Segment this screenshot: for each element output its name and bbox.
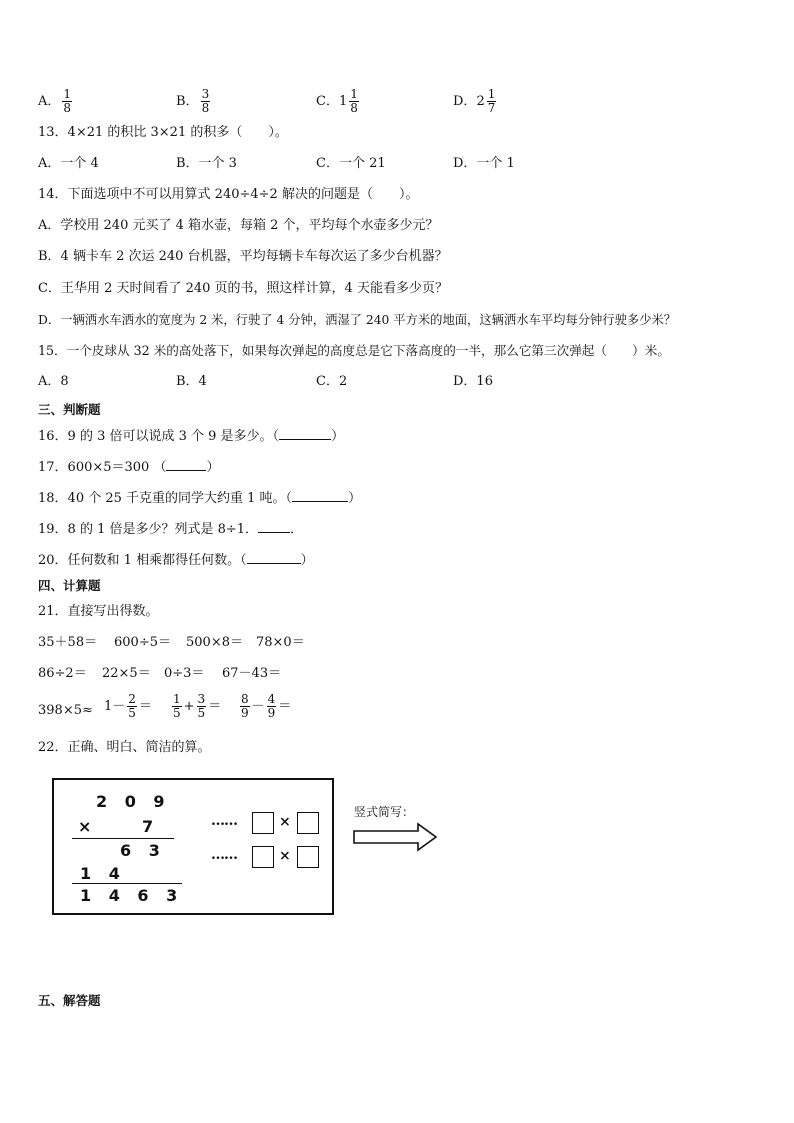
vertical-multiplication-box bbox=[52, 778, 334, 915]
answer-box[interactable] bbox=[252, 846, 274, 868]
dots: …… bbox=[211, 813, 237, 829]
q15-option-b: B．4 bbox=[176, 374, 207, 389]
answer-blank[interactable] bbox=[258, 520, 290, 533]
q12-option-a: A． $\frac{1}{8}$ bbox=[38, 87, 72, 115]
calc-item-fraction: $\frac{8}{9}$ － $\frac{4}{9}$ ＝ bbox=[241, 692, 292, 720]
q12-option-b: B． $\frac{3}{8}$ bbox=[176, 87, 210, 115]
q14-stem: 14．下面选项中不可以用算式 240÷4÷2 解决的问题是（ ）。 bbox=[38, 187, 419, 202]
q17: 17．600×5＝300 （ ） bbox=[38, 460, 220, 475]
q22-stem: 22．正确、明白、简洁的算。 bbox=[38, 740, 211, 755]
divider-line bbox=[72, 838, 174, 839]
answer-blank[interactable] bbox=[247, 551, 301, 564]
answer-blank[interactable] bbox=[279, 427, 331, 440]
section-title-answers: 五、解答题 bbox=[38, 993, 101, 1008]
q15-option-c: C．2 bbox=[316, 374, 348, 389]
fraction: $\frac{1}{7}$ bbox=[487, 87, 496, 115]
fraction: $\frac{3}{8}$ bbox=[201, 87, 210, 115]
q13-option-d: D．一个 1 bbox=[453, 156, 515, 171]
q13-option-b: B．一个 3 bbox=[176, 156, 237, 171]
section-title-judgement: 三、判断题 bbox=[38, 402, 101, 417]
calc-item: 500×8＝ bbox=[186, 635, 243, 650]
partial-product-2: 1 4 bbox=[80, 864, 126, 883]
q16: 16．9 的 3 倍可以说成 3 个 9 是多少。（ ） bbox=[38, 429, 345, 444]
calc-item: 22×5＝ bbox=[102, 666, 151, 681]
q14-option-c: C．王华用 2 天时间看了 240 页的书，照这样计算，4 天能看多少页？ bbox=[38, 281, 448, 296]
right-arrow-icon bbox=[352, 822, 440, 852]
times-sign: × bbox=[78, 817, 98, 836]
q12-option-d: D．2 $\frac{1}{7}$ bbox=[453, 87, 496, 115]
calc-item: 0÷3＝ bbox=[164, 666, 205, 681]
q14-option-d: D．一辆洒水车洒水的宽度为 2 米，行驶了 4 分钟，洒湿了 240 平方米的地面，这辆洒水车平均每分钟行驶多少米？ bbox=[38, 313, 677, 327]
calc-item: 67－43＝ bbox=[222, 666, 282, 681]
q14-option-a: A．学校用 240 元买了 4 箱水壶，每箱 2 个，平均每个水壶多少元？ bbox=[38, 218, 439, 233]
q13-option-c: C．一个 21 bbox=[316, 156, 386, 171]
q15-option-a: A．8 bbox=[38, 374, 69, 389]
q15-stem: 15．一个皮球从 32 米的高处落下，如果每次弹起的高度总是它下落高度的一半，那么它第三次弹起（ ）米。 bbox=[38, 343, 670, 358]
q13-stem: 13．4×21 的积比 3×21 的积多（ ）。 bbox=[38, 125, 288, 140]
times-sign: × bbox=[279, 814, 291, 830]
q12-option-c: C．1 $\frac{1}{8}$ bbox=[316, 87, 358, 115]
calc-item-fraction: $\frac{1}{5}$ + $\frac{3}{5}$ ＝ bbox=[173, 692, 222, 720]
partial-product-1: 6 3 bbox=[120, 841, 166, 860]
calc-item: 600÷5＝ bbox=[114, 635, 171, 650]
q20: 20．任何数和 1 相乘都得任何数。（ ） bbox=[38, 553, 314, 568]
q19: 19．8 的 1 倍是多少？列式是 8÷1． ． bbox=[38, 522, 304, 537]
fraction: $\frac{1}{8}$ bbox=[350, 87, 358, 115]
fraction: $\frac{1}{8}$ bbox=[63, 87, 72, 115]
calc-item: 35＋58＝ bbox=[38, 635, 98, 650]
calc-item: 86÷2＝ bbox=[38, 666, 87, 681]
answer-box[interactable] bbox=[297, 846, 319, 868]
product: 1 4 6 3 bbox=[80, 886, 184, 905]
calc-item: 78×0＝ bbox=[256, 635, 305, 650]
q15-option-d: D．16 bbox=[453, 374, 493, 389]
q13-option-a: A．一个 4 bbox=[38, 156, 99, 171]
divider-line bbox=[72, 883, 182, 884]
answer-blank[interactable] bbox=[292, 489, 348, 502]
multiplier: 7 bbox=[142, 817, 160, 836]
calc-item-fraction: 1－ $\frac{2}{5}$ ＝ bbox=[104, 692, 152, 720]
q21-stem: 21．直接写出得数。 bbox=[38, 604, 159, 619]
q18: 18．40 个 25 千克重的同学大约重 1 吨。（ ） bbox=[38, 491, 362, 506]
times-sign: × bbox=[279, 848, 291, 864]
answer-blank[interactable] bbox=[166, 458, 206, 471]
dots: …… bbox=[211, 847, 237, 863]
section-title-calculation: 四、计算题 bbox=[38, 578, 101, 593]
calc-item: 398×5≈ bbox=[38, 703, 93, 718]
multiplicand: 2 0 9 bbox=[96, 792, 171, 811]
q14-option-b: B．4 辆卡车 2 次运 240 台机器，平均每辆卡车每次运了多少台机器？ bbox=[38, 249, 448, 264]
answer-box[interactable] bbox=[252, 812, 274, 834]
arrow-label: 竖式简写： bbox=[354, 805, 415, 819]
answer-box[interactable] bbox=[297, 812, 319, 834]
